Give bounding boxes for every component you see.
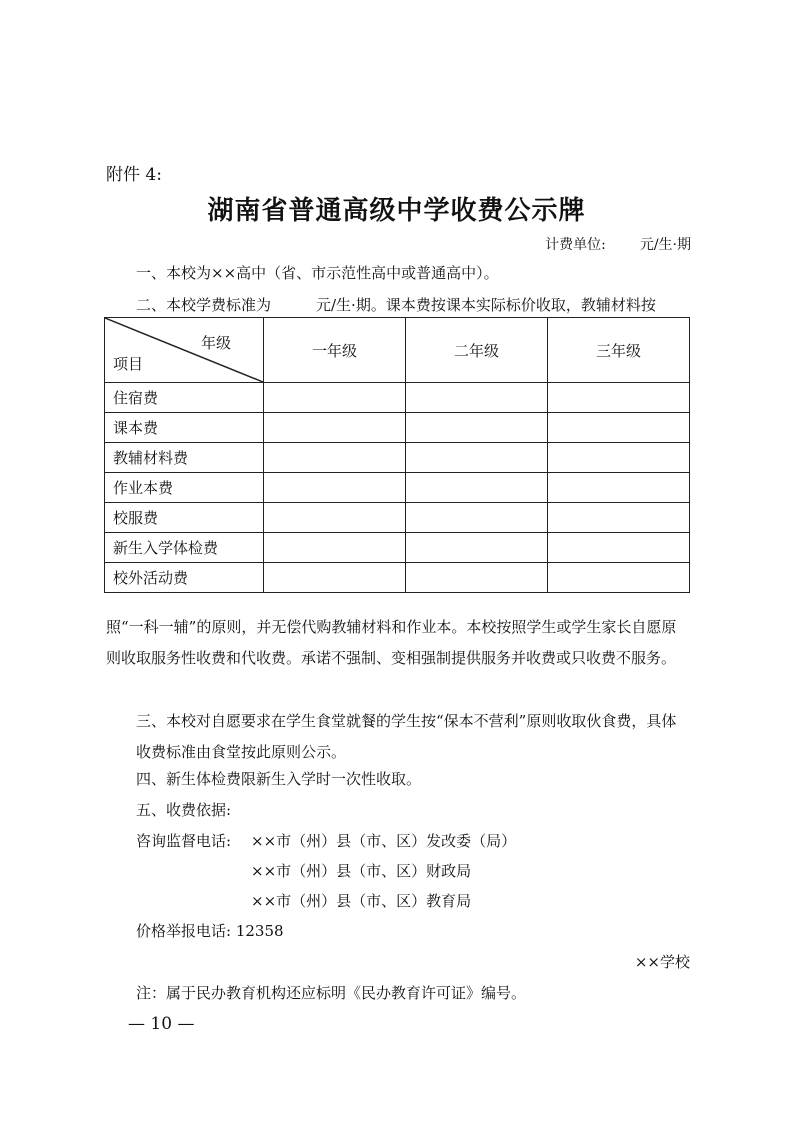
table-cell (406, 533, 548, 563)
table-cell (406, 413, 548, 443)
table-corner-cell (105, 318, 264, 383)
table-cell (548, 563, 690, 593)
price-hotline: 价格举报电话: 12358 (136, 922, 284, 940)
paragraph-2-continued: 照“一科一辅”的原则，并无偿代购教辅材料和作业本。本校按照学生或学生家长自愿原则收取服务性收费和代收费。承诺不强制、变相强制提供服务并收费或只收费不服务。 (106, 618, 677, 667)
table-cell (264, 503, 406, 533)
column-header: 二年级 (406, 318, 548, 383)
row-label: 作业本费 (105, 473, 264, 503)
table-cell (406, 473, 548, 503)
fee-table (104, 317, 690, 593)
supervision-label: 咨询监督电话: (136, 832, 232, 850)
corner-grade-label: 年级 (200, 334, 231, 352)
table-cell (264, 383, 406, 413)
table-row (105, 473, 690, 503)
table-cell (264, 533, 406, 563)
paragraph-1: 一、本校为××高中（省、市示范性高中或普通高中）。 (136, 264, 499, 282)
school-signature: ××学校 (634, 953, 690, 971)
row-label: 新生入学体检费 (105, 533, 264, 563)
table-cell (406, 563, 548, 593)
paragraph-4: 四、新生体检费限新生入学时一次性收取。 (136, 770, 422, 788)
supervision-line: ××市（州）县（市、区）教育局 (251, 892, 472, 910)
table-header-row (105, 318, 690, 383)
billing-unit (545, 234, 691, 254)
table-row (105, 563, 690, 593)
table-row (105, 503, 690, 533)
row-label: 校服费 (105, 503, 264, 533)
table-row (105, 443, 690, 473)
paragraph-5: 五、收费依据: (136, 801, 232, 819)
paragraph-2: 二、本校学费标准为 元/生·期。课本费按课本实际标价收取，教辅材料按 (136, 296, 656, 314)
row-label: 住宿费 (105, 383, 264, 413)
table-row (105, 533, 690, 563)
table-cell (548, 413, 690, 443)
table-cell (264, 413, 406, 443)
supervision-line: ××市（州）县（市、区）发改委（局） (251, 832, 517, 850)
table-cell (406, 443, 548, 473)
table-cell (548, 383, 690, 413)
billing-unit-value: 元/生·期 (639, 237, 691, 253)
column-header: 一年级 (264, 318, 406, 383)
column-header: 三年级 (548, 318, 690, 383)
table-cell (548, 443, 690, 473)
row-label: 教辅材料费 (105, 443, 264, 473)
footnote: 注：属于民办教育机构还应标明《民办教育许可证》编号。 (136, 984, 527, 1002)
table-cell (264, 563, 406, 593)
supervision-line: ××市（州）县（市、区）财政局 (251, 862, 472, 880)
paragraph-3: 三、本校对自愿要求在学生食堂就餐的学生按“保本不营利”原则收取伙食费，具体收费标准由食堂按此原则公示。 (136, 712, 677, 761)
table-cell (264, 443, 406, 473)
page-title: 湖南省普通高级中学收费公示牌 (207, 196, 586, 226)
table-cell (264, 473, 406, 503)
table-row (105, 383, 690, 413)
table-row (105, 413, 690, 443)
table-cell (406, 503, 548, 533)
table-cell (548, 473, 690, 503)
row-label: 校外活动费 (105, 563, 264, 593)
row-label: 课本费 (105, 413, 264, 443)
billing-unit-label: 计费单位: (545, 237, 606, 253)
table-cell (548, 533, 690, 563)
table-cell (548, 503, 690, 533)
corner-item-label: 项目 (113, 355, 144, 373)
table-cell (406, 383, 548, 413)
attachment-label: 附件 4: (106, 165, 162, 185)
page-number: — 10 — (128, 1014, 195, 1034)
